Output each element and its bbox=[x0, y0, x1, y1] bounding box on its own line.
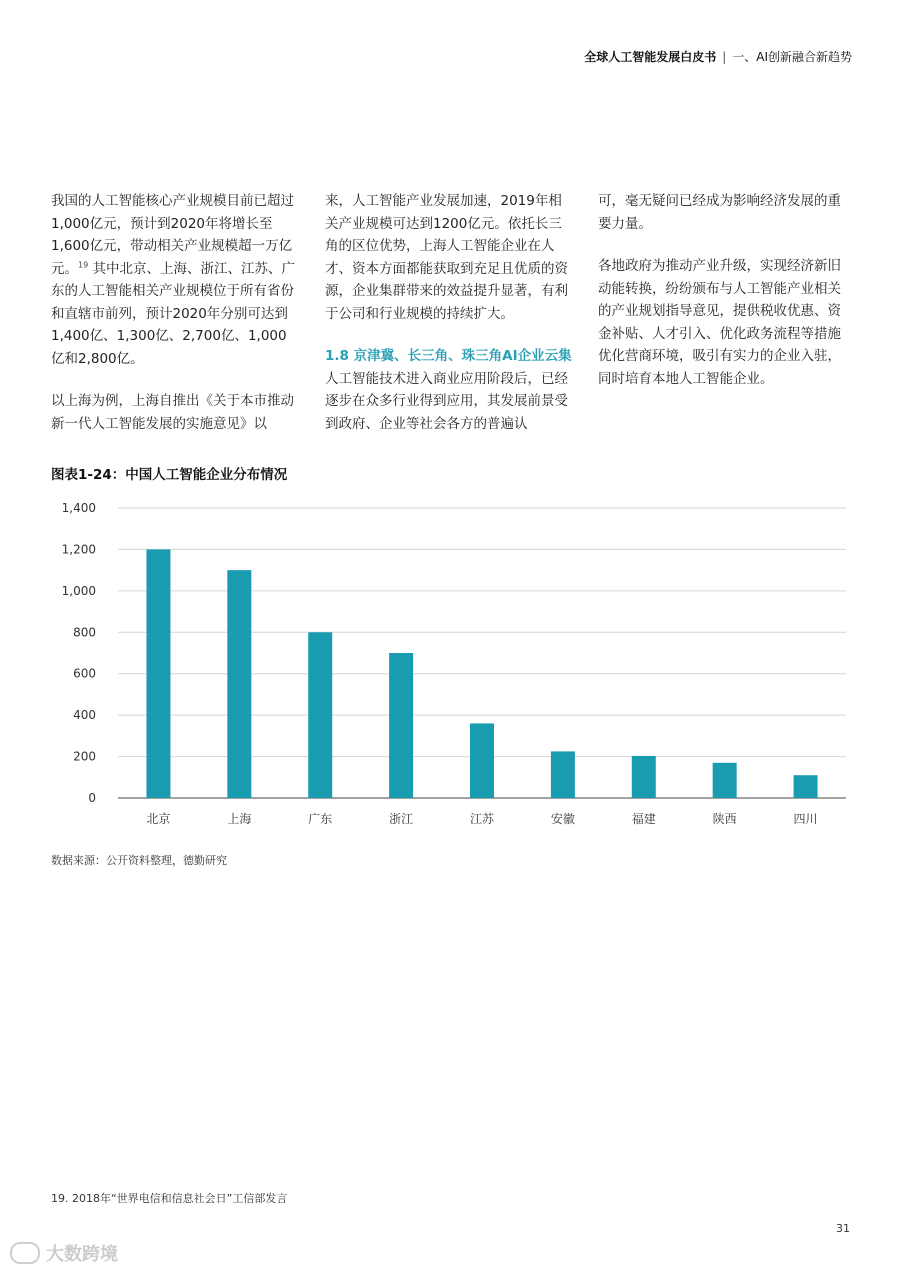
paragraph-text: 其中北京、上海、浙江、江苏、广东的人工智能相关产业规模位于所有省份和直辖市前列，预计2020年分别可达到1,400亿、1,300亿、2,700亿、1,000亿和2,800亿。 bbox=[51, 260, 295, 367]
footnote: 19. 2018年“世界电信和信息社会日”工信部发言 bbox=[51, 1192, 288, 1205]
paragraph bbox=[51, 190, 299, 370]
watermark-logo-icon bbox=[10, 1242, 40, 1264]
x-tick-label: 广东 bbox=[308, 812, 333, 826]
running-header bbox=[584, 48, 852, 65]
x-tick-label: 安徽 bbox=[550, 812, 575, 826]
bar bbox=[227, 570, 251, 798]
text-column-1 bbox=[51, 190, 299, 455]
y-tick-label: 1,400 bbox=[61, 501, 96, 515]
y-tick-label: 600 bbox=[73, 666, 96, 681]
text-column-3 bbox=[598, 190, 846, 410]
header-doc-title: 全球人工智能发展白皮书 bbox=[584, 50, 717, 64]
y-tick-label: 400 bbox=[73, 708, 96, 723]
header-separator: | bbox=[722, 50, 727, 64]
y-tick-label: 800 bbox=[73, 625, 96, 640]
section-title: 1.8 京津冀、长三角、珠三角AI企业云集 bbox=[325, 348, 572, 364]
x-tick-label: 北京 bbox=[146, 812, 171, 826]
y-tick-label: 0 bbox=[88, 791, 96, 805]
page-number: 31 bbox=[836, 1222, 850, 1235]
bar bbox=[389, 653, 413, 798]
watermark bbox=[10, 1240, 118, 1266]
section bbox=[325, 345, 573, 435]
bar bbox=[551, 751, 575, 798]
x-tick-label: 上海 bbox=[227, 812, 252, 826]
paragraph-text: 我国的人工智能核心产业规模目前已超过1,000亿元，预计到2020年将增长至1,600亿元，带动相关产业规模超一万亿元。 bbox=[51, 193, 294, 277]
bar bbox=[308, 632, 332, 798]
paragraph: 来，人工智能产业发展加速，2019年相关产业规模可达到1200亿元。依托长三角的区位优势，上海人工智能企业在人才、资本方面都能获取到充足且优质的资源，企业集群带来的效益提升显著，有利于公司和行业规模的持续扩大。 bbox=[325, 193, 568, 322]
x-tick-label: 浙江 bbox=[389, 812, 414, 826]
bar-chart bbox=[0, 490, 900, 835]
bar bbox=[713, 763, 737, 798]
bar bbox=[794, 775, 818, 798]
paragraph: 可，毫无疑问已经成为影响经济发展的重要力量。 bbox=[598, 193, 841, 232]
data-source: 数据来源：公开资料整理，德勤研究 bbox=[51, 854, 227, 867]
y-tick-label: 200 bbox=[73, 749, 96, 764]
paragraph-text: 人工智能技术进入商业应用阶段后，已经逐步在众多行业得到应用，其发展前景受到政府、企业等社会各方的普遍认 bbox=[325, 370, 568, 432]
bar bbox=[470, 723, 494, 798]
chart-title: 图表1-24：中国人工智能企业分布情况 bbox=[51, 467, 288, 483]
x-tick-label: 陕西 bbox=[712, 812, 737, 826]
header-chapter: 一、AI创新融合新趋势 bbox=[732, 50, 852, 64]
paragraph: 各地政府为推动产业升级，实现经济新旧动能转换，纷纷颁布与人工智能产业相关的产业规划指导意见，提供税收优惠、资金补贴、人才引入、优化政务流程等措施优化营商环境，吸引有实力的企业入驻，同时培育本地人工智能企业。 bbox=[598, 258, 841, 387]
x-tick-label: 江苏 bbox=[469, 812, 495, 826]
text-column-2 bbox=[325, 190, 573, 435]
watermark-text: 大数跨境 bbox=[46, 1244, 118, 1265]
paragraph: 以上海为例，上海自推出《关于本市推动新一代人工智能发展的实施意见》以 bbox=[51, 393, 294, 432]
bar bbox=[632, 756, 656, 798]
footnote-ref[interactable]: 19 bbox=[78, 260, 89, 269]
y-tick-label: 1,000 bbox=[61, 583, 96, 598]
x-tick-label: 四川 bbox=[793, 812, 818, 826]
y-tick-label: 1,200 bbox=[61, 542, 96, 557]
x-tick-label: 福建 bbox=[631, 812, 656, 826]
bar bbox=[146, 549, 170, 798]
